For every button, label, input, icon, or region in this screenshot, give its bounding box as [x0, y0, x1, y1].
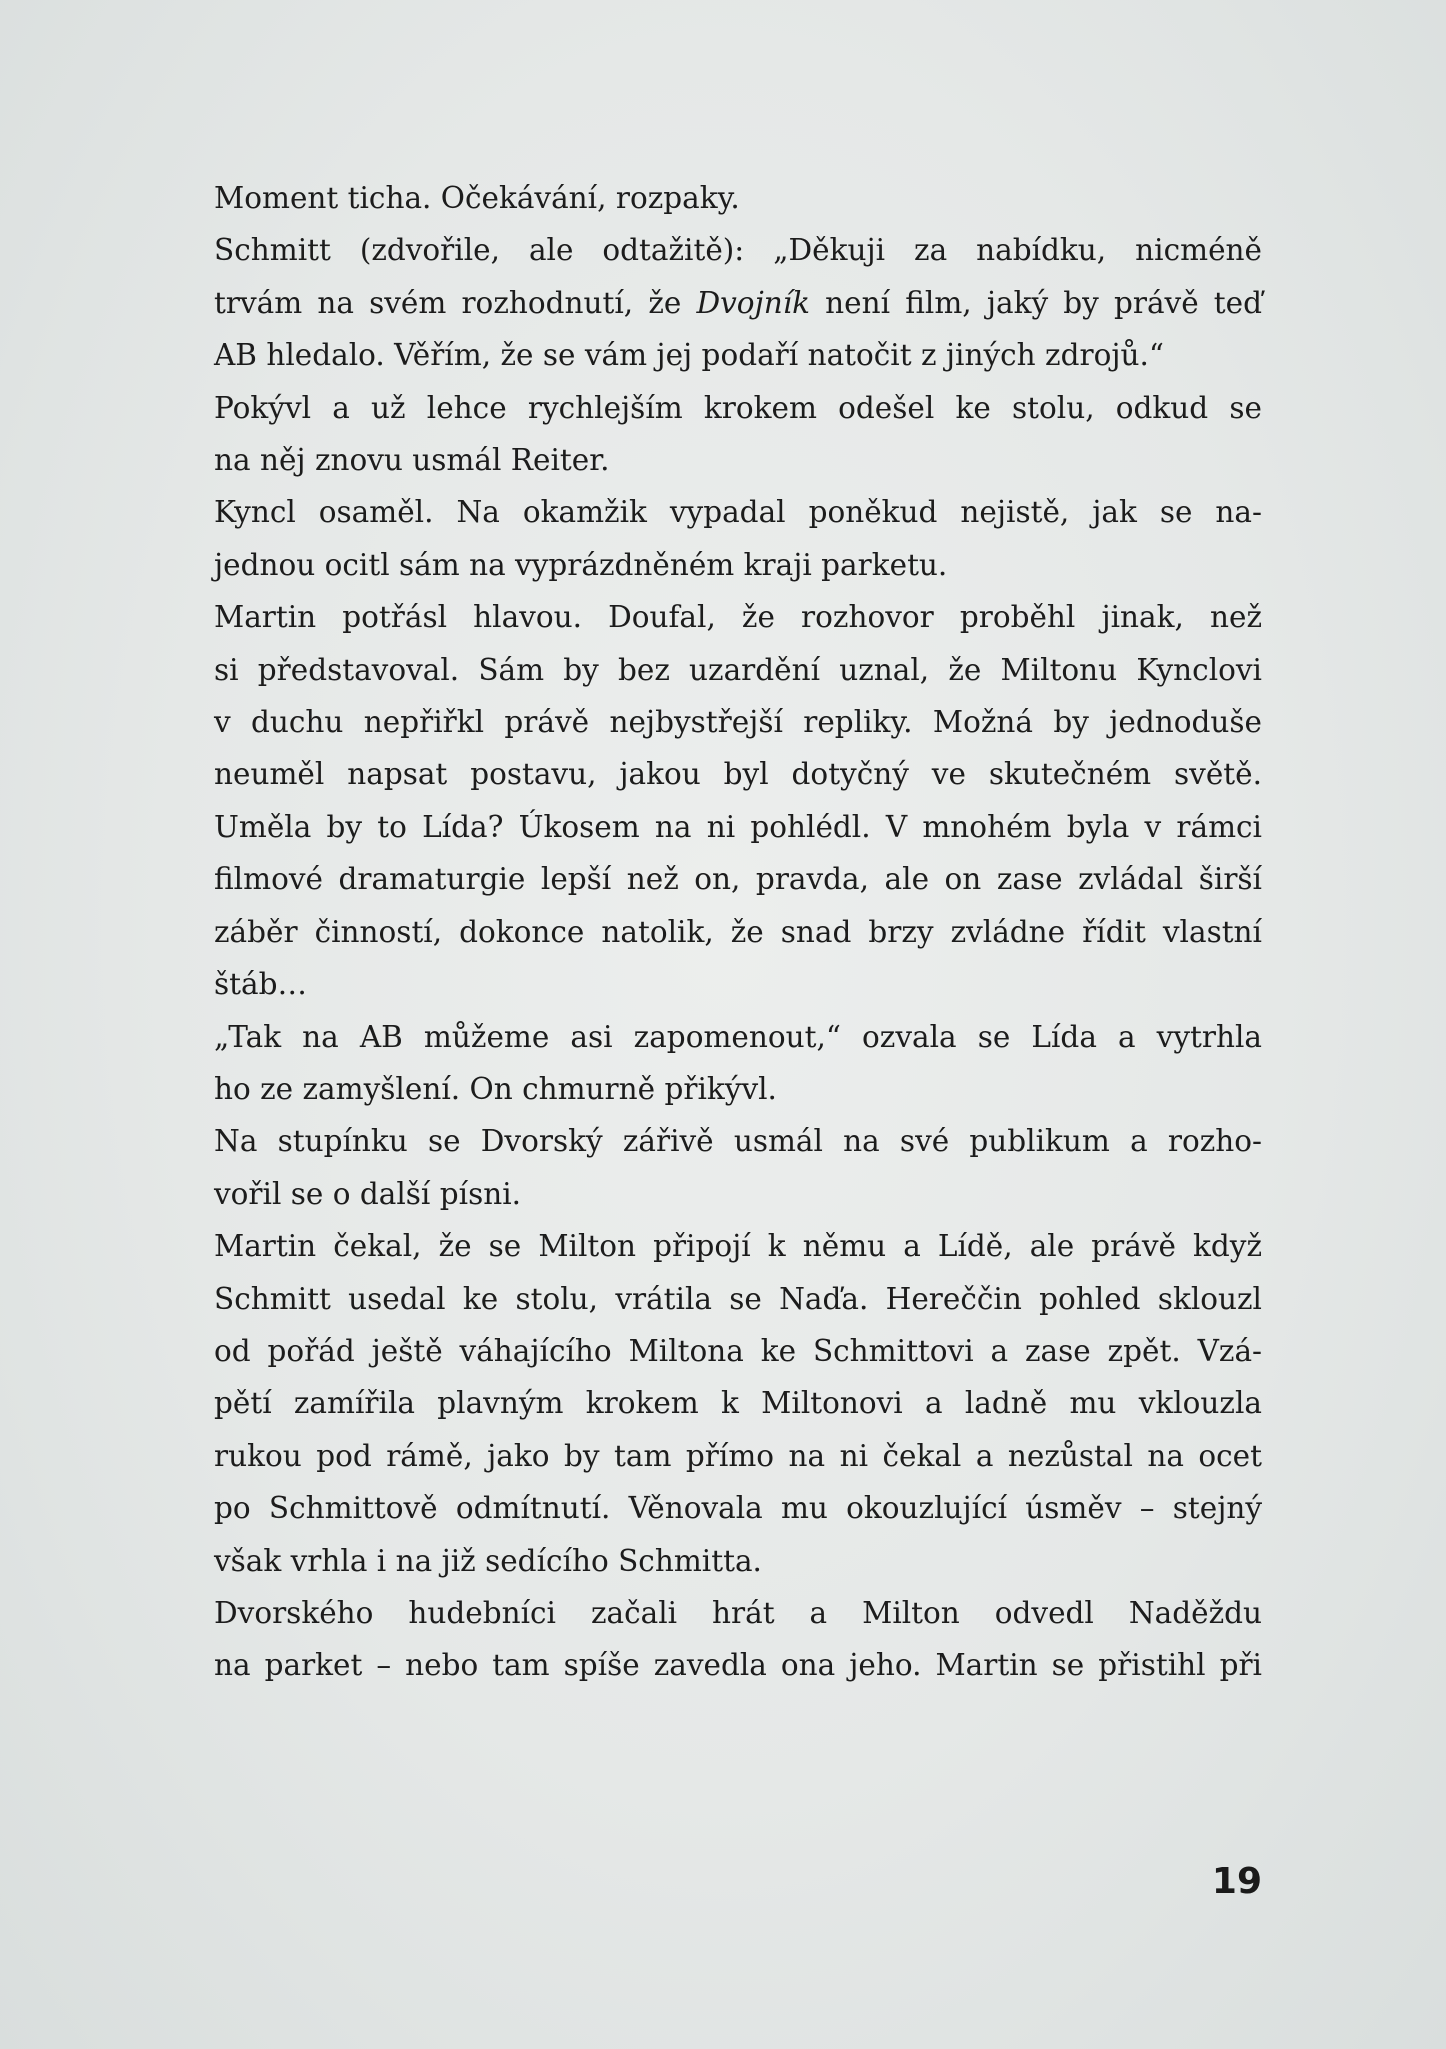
text-line: pětí zamířila plavným krokem k Miltonovi a ladně mu vklouzla — [214, 1386, 1262, 1421]
text-line: ho ze zamyšlení. On chmurně přikývl. — [214, 1071, 777, 1106]
text-line: Schmitt usedal ke stolu, vrátila se Naďa. Hereččin pohled sklouzl — [214, 1281, 1262, 1316]
text-line: od pořád ještě váhajícího Miltona ke Schmittovi a zase zpět. Vzá- — [214, 1333, 1262, 1368]
text-line: Na stupínku se Dvorský zářivě usmál na své publikum a rozho- — [214, 1124, 1262, 1159]
text-line: Uměla by to Lída? Úkosem na ni pohlédl. V mnohém byla v rámci — [214, 809, 1262, 844]
text-line — [162, 277, 1262, 329]
paragraph-9 — [162, 1587, 1262, 1692]
text-line: filmové dramaturgie lepší než on, pravda, ale on zase zvládal širší — [214, 862, 1262, 897]
text-line: v duchu nepřiřkl právě nejbystřejší repliky. Možná by jednoduše — [214, 705, 1262, 740]
paragraph-1 — [162, 172, 1262, 224]
text-line: Moment ticha. Očekávání, rozpaky. — [214, 181, 740, 215]
text-line: Schmitt (zdvořile, ale odtažitě): „Děkuji za nabídku, nicméně — [214, 233, 1262, 268]
text-line: štáb… — [214, 967, 307, 1002]
paragraph-2 — [162, 224, 1262, 381]
body-text — [162, 172, 1262, 1692]
text-line: „Tak na AB můžeme asi zapomenout,“ ozvala se Lída a vytrhla — [214, 1019, 1262, 1054]
paragraph-8 — [162, 1220, 1262, 1587]
text-line: rukou pod rámě, jako by tam přímo na ni čekal a nezůstal na ocet — [214, 1438, 1262, 1473]
paragraph-7 — [162, 1115, 1262, 1220]
text-line: neuměl napsat postavu, jakou byl dotyčný ve skutečném světě. — [214, 757, 1262, 792]
text-line: po Schmittově odmítnutí. Věnovala mu okouzlující úsměv – stejný — [214, 1491, 1262, 1526]
text-segment: trvám na svém rozhodnutí, že — [214, 285, 697, 320]
text-segment: není film, jaký by právě teď — [810, 285, 1263, 320]
paragraph-6 — [162, 1011, 1262, 1116]
text-line: na parket – nebo tam spíše zavedla ona jeho. Martin se přistihl při — [214, 1648, 1262, 1683]
text-line: záběr činností, dokonce natolik, že snad brzy zvládne řídit vlastní — [214, 914, 1262, 949]
paragraph-3 — [162, 382, 1262, 487]
text-line: Martin čekal, že se Milton připojí k němu a Lídě, ale právě když — [214, 1229, 1262, 1264]
paragraph-5 — [162, 591, 1262, 1010]
text-line: si představoval. Sám by bez uzardění uznal, že Miltonu Kynclovi — [214, 652, 1262, 687]
text-line: Kyncl osaměl. Na okamžik vypadal poněkud nejistě, jak se na- — [214, 495, 1262, 530]
paragraph-4 — [162, 486, 1262, 591]
text-line: Pokývl a už lehce rychlejším krokem odešel ke stolu, odkud se — [214, 390, 1262, 425]
text-line: Dvorského hudebníci začali hrát a Milton odvedl Naděždu — [214, 1595, 1262, 1630]
film-title: Dvojník — [696, 285, 811, 320]
text-line: jednou ocitl sám na vyprázdněném kraji parketu. — [214, 547, 948, 582]
page-number: 19 — [1211, 1861, 1262, 1902]
text-line: však vrhla i na již sedícího Schmitta. — [214, 1543, 762, 1578]
text-line: AB hledalo. Věřím, že se vám jej podaří natočit z jiných zdrojů.“ — [214, 338, 1164, 373]
text-line: Martin potřásl hlavou. Doufal, že rozhovor proběhl jinak, než — [214, 600, 1262, 635]
text-line: na něj znovu usmál Reiter. — [214, 443, 610, 478]
text-line: vořil se o další písni. — [214, 1176, 522, 1211]
